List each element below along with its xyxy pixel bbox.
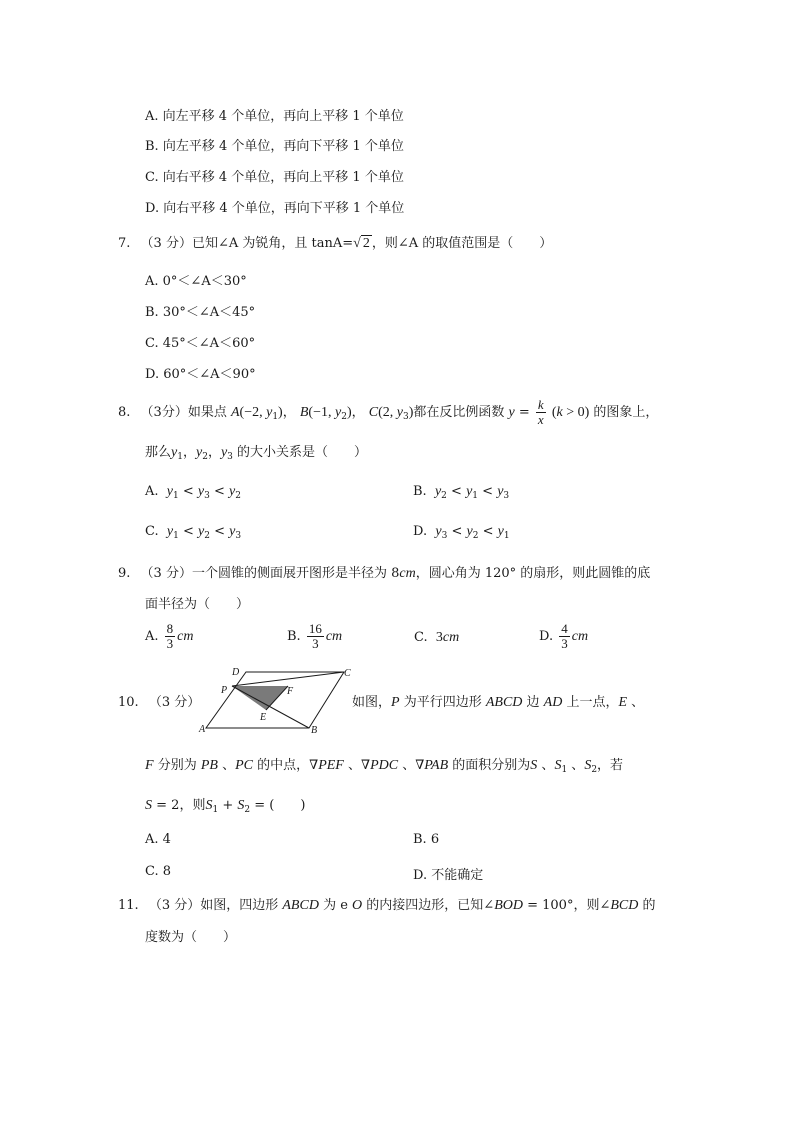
q8-option-c: C. $y_1 < y_2 < y_3$	[145, 524, 242, 541]
sqrt-expression: √ 2	[353, 236, 370, 251]
q8-option-d: D. $y_3 < y_2 < y_1$	[413, 524, 510, 541]
q10-line3: S = 2，则$S_1 + S_2$ = ( )	[145, 798, 306, 815]
q11-stem: 11. （3 分）如图，四边形 ABCD 为 e O 的内接四边形，已知∠BOD = 100°，则∠BCD 的	[118, 898, 656, 913]
question-number: 8.	[118, 405, 131, 420]
label-b: B	[311, 725, 318, 736]
fraction: $\frac{k}{x}$	[537, 397, 544, 427]
label-f: F	[287, 686, 294, 697]
q9-option-c: C. 3cm	[414, 630, 460, 645]
triangle-pef-shaded	[232, 686, 288, 710]
q10-stem: 如图，P 为平行四边形 ABCD 边 AD 上一点，E 、	[352, 695, 645, 710]
q9-option-d: D. $\frac{4}{3}$ cm	[539, 621, 589, 651]
q9-stem: 9. （3 分）一个圆锥的侧面展开图形是半径为 8cm，圆心角为 120° 的扇形，则此圆锥的底	[118, 566, 651, 581]
q7-option-d: D. 60°＜∠A＜90°	[145, 367, 256, 382]
q7-option-a: A. 0°＜∠A＜30°	[145, 274, 247, 289]
label-p: P	[221, 685, 228, 696]
q9-option-a: A. $\frac{8}{3}$ cm	[145, 621, 194, 651]
question-number: 7.	[118, 236, 131, 251]
q10-option-d: D. 不能确定	[413, 868, 484, 883]
q7-stem	[118, 232, 552, 252]
q6-option-a: A. 向左平移 4 个单位，再向上平移 1 个单位	[145, 109, 404, 124]
q10-line2: F 分别为 PB 、PC 的中点，∇PEF 、∇PDC 、∇PAB 的面积分别为S 、$S_1$ 、$S_2$，若	[145, 758, 624, 775]
q11-line2: 度数为（ ）	[145, 930, 237, 945]
q9-stem-text: （3 分）一个圆锥的侧面展开图形是半径为 8	[140, 566, 400, 581]
q6-option-b: B. 向左平移 4 个单位，再向下平移 1 个单位	[145, 139, 404, 154]
q7-option-c: C. 45°＜∠A＜60°	[145, 336, 256, 351]
question-number: 11.	[118, 898, 139, 913]
q10-option-a: A. 4	[145, 832, 171, 847]
parallelogram-figure	[196, 662, 356, 738]
q8-stem-text: （3分）如果点	[140, 405, 227, 420]
q9-line2: 面半径为（ ）	[145, 597, 250, 612]
label-e: E	[260, 712, 267, 723]
q10-score: （3 分）	[148, 695, 201, 710]
q8-stem: 8. （3分）如果点 A(−2, $y_1$)， B(−1, $y_2$)， C(2, $y_3$)都在反比例函数 y = $\frac{k}{x}$ (k > 0) 的图象上，	[118, 397, 659, 427]
question-number: 10.	[118, 695, 139, 710]
q10-number	[118, 691, 200, 710]
q6-option-c: C. 向右平移 4 个单位，再向上平移 1 个单位	[145, 170, 404, 185]
q8-option-b: B. $y_2 < y_1 < y_3$	[413, 484, 510, 501]
q10-option-b: B. 6	[413, 832, 440, 847]
q8-line2: 那么$y_1$，$y_2$，$y_3$ 的大小关系是（ ）	[145, 445, 368, 462]
question-number: 9.	[118, 566, 131, 581]
q7-stem-end: ，则∠A 的取值范围是（ ）	[371, 236, 553, 251]
q6-option-d: D. 向右平移 4 个单位，再向下平移 1 个单位	[145, 201, 405, 216]
q9-option-b: B. $\frac{16}{3}$ cm	[287, 621, 343, 651]
label-d: D	[232, 667, 240, 678]
q10-option-c: C. 8	[145, 864, 172, 879]
label-a: A	[199, 724, 206, 735]
label-c: C	[344, 668, 351, 679]
q7-stem-text: （3 分）已知∠A 为锐角，且 tanA=	[140, 236, 354, 251]
q8-option-a: A. $y_1 < y_3 < y_2$	[145, 484, 241, 501]
q7-option-b: B. 30°＜∠A＜45°	[145, 305, 256, 320]
